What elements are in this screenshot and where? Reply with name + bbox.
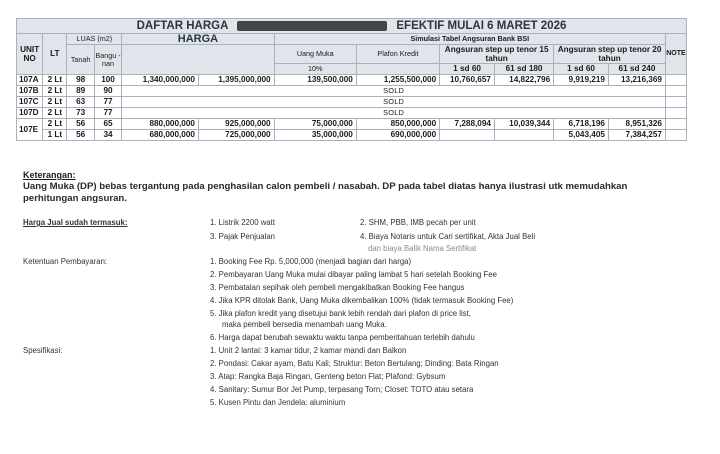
cell-a20-2: 8,951,326 [608, 119, 665, 130]
header-a20-2: 61 sd 240 [608, 64, 665, 75]
table-row [17, 75, 687, 86]
ketentuan-item-1: 1. Booking Fee Rp. 5,000,000 (menjadi bagian dari harga) [210, 257, 412, 266]
cell-plafon: 850,000,000 [356, 119, 439, 130]
ketentuan-item-5: 5. Jika plafon kredit yang disetujui bank lebih rendah dari plafon di price list, [210, 309, 471, 318]
header-plafon-blank [356, 64, 439, 75]
cell-note [665, 130, 686, 141]
cell-bangunan: 77 [94, 108, 121, 119]
cell-bangunan: 34 [94, 130, 121, 141]
cell-a20-2: 7,384,257 [608, 130, 665, 141]
harga-item-4-cont: dan biaya Balik Nama Sertifikat [368, 244, 477, 253]
table-row [17, 108, 687, 119]
cell-lt: 2 Lt [43, 86, 67, 97]
cell-unit: 107A [17, 75, 43, 86]
cell-kpr: 1,395,000,000 [198, 75, 274, 86]
ketentuan-item-3: 3. Pembatalan sepihak oleh pembeli mengakibatkan Booking Fee hangus [210, 283, 465, 292]
cell-unit: 107C [17, 97, 43, 108]
spesifikasi-item-1: 1. Unit 2 lantai: 3 kamar tidur, 2 kamar mandi dan Balkon [210, 346, 407, 355]
price-table [16, 18, 687, 141]
table-row [17, 119, 687, 130]
header-harga: HARGA [122, 34, 274, 45]
cell-note [665, 108, 686, 119]
cell-a15-2: 10,039,344 [494, 119, 553, 130]
harga-item-3: 3. Pajak Penjualan [210, 232, 276, 241]
cell-sold: SOLD [122, 86, 666, 97]
cell-uang-muka: 75,000,000 [274, 119, 356, 130]
ketentuan-item-6: 6. Harga dapat berubah sewaktu waktu tanpa pemberitahuan terlebih dahulu [210, 333, 475, 342]
header-a15-1: 1 sd 60 [440, 64, 495, 75]
ketentuan-item-2: 2. Pembayaran Uang Muka mulai dibayar paling lambat 5 hari setelah Booking Fee [210, 270, 497, 279]
header-bangunan: Bangu - nan [94, 45, 121, 75]
header-simulasi: Simulasi Tabel Angsuran Bank BSI [274, 34, 665, 45]
header-lt: LT [43, 34, 67, 75]
cell-tanah: 56 [67, 119, 94, 130]
cell-unit: 107E [17, 119, 43, 141]
cell-a15-2: 14,822,796 [494, 75, 553, 86]
title-right: EFEKTIF MULAI 6 MARET 2026 [396, 20, 567, 32]
cell-tanah: 89 [67, 86, 94, 97]
spesifikasi-label: Spesifikasi: [23, 346, 63, 355]
cell-kpr: 725,000,000 [198, 130, 274, 141]
cell-note [665, 119, 686, 130]
cell-sold: SOLD [122, 108, 666, 119]
cell-plafon: 1,255,500,000 [356, 75, 439, 86]
header-note: NOTE [665, 34, 686, 75]
cell-tanah: 73 [67, 108, 94, 119]
cell-sold: SOLD [122, 97, 666, 108]
cell-cash: 1,340,000,000 [122, 75, 199, 86]
cell-a15-1 [440, 130, 495, 141]
header-angsuran-20: Angsuran step up tenor 20 tahun [554, 45, 666, 64]
cell-unit: 107D [17, 108, 43, 119]
ketentuan-label: Ketentuan Pembayaran: [23, 257, 108, 266]
cell-a20-1: 6,718,196 [554, 119, 609, 130]
spesifikasi-item-2: 2. Pondasi: Cakar ayam, Batu Kali; Struktur: Beton Bertulang; Dinding: Bata Ringan [210, 359, 499, 368]
keterangan-title: Keterangan: [23, 170, 76, 180]
cell-tanah: 98 [67, 75, 94, 86]
cell-a20-1: 5,043,405 [554, 130, 609, 141]
spesifikasi-item-3: 3. Atap: Rangka Baja Ringan, Genteng beton Flat; Plafond: Gybsum [210, 372, 446, 381]
table-row [17, 97, 687, 108]
cell-a15-2 [494, 130, 553, 141]
cell-bangunan: 65 [94, 119, 121, 130]
harga-includes-label: Harga Jual sudah termasuk: [23, 218, 128, 227]
spesifikasi-item-5: 5. Kusen Pintu dan Jendela: aluminium [210, 398, 346, 407]
harga-item-1: 1. Listrik 2200 watt [210, 218, 276, 227]
header-uang-muka: Uang Muka [274, 45, 356, 64]
cell-a20-2: 13,216,369 [608, 75, 665, 86]
cell-lt: 2 Lt [43, 108, 67, 119]
header-row-1 [17, 34, 687, 45]
harga-item-4: 4. Biaya Notaris untuk Cari sertifikat, Akta Jual Beli [360, 232, 536, 241]
header-uang-muka-pct: 10% [274, 64, 356, 75]
cell-cash: 880,000,000 [122, 119, 199, 130]
table-row [17, 130, 687, 141]
cell-lt: 2 Lt [43, 97, 67, 108]
cell-tanah: 56 [67, 130, 94, 141]
spesifikasi-item-4: 4. Sanitary: Sumur Bor Jet Pump, terpasang Torn; Closet: TOTO atau setara [210, 385, 474, 394]
table-row [17, 86, 687, 97]
ketentuan-item-5-cont: maka pembeli bersedia menambah uang Muka. [222, 320, 387, 329]
cell-bangunan: 90 [94, 86, 121, 97]
cell-note [665, 86, 686, 97]
cell-uang-muka: 35,000,000 [274, 130, 356, 141]
header-unit: UNIT NO [17, 34, 43, 75]
cell-a15-1: 7,288,094 [440, 119, 495, 130]
ketentuan-item-4: 4. Jika KPR ditolak Bank, Uang Muka dikembalikan 100% (tidak termasuk Booking Fee) [210, 296, 514, 305]
header-angsuran-15: Angsuran step up tenor 15 tahun [440, 45, 554, 64]
cell-unit: 107B [17, 86, 43, 97]
table-title [17, 19, 687, 34]
cell-note [665, 75, 686, 86]
table-title-row [17, 19, 687, 34]
harga-item-2: 2. SHM, PBB, IMB pecah per unit [360, 218, 476, 227]
cell-note [665, 97, 686, 108]
cell-cash: 680,000,000 [122, 130, 199, 141]
cell-uang-muka: 139,500,000 [274, 75, 356, 86]
cell-lt: 1 Lt [43, 130, 67, 141]
cell-lt: 2 Lt [43, 119, 67, 130]
cell-plafon: 690,000,000 [356, 130, 439, 141]
header-plafon: Plafon Kredit [356, 45, 439, 64]
cell-a15-1: 10,760,657 [440, 75, 495, 86]
title-left: DAFTAR HARGA [136, 20, 228, 32]
header-harga-spacer [122, 45, 274, 75]
cell-lt: 2 Lt [43, 75, 67, 86]
cell-tanah: 63 [67, 97, 94, 108]
header-tanah: Tanah [67, 45, 94, 75]
redacted-name-block [237, 21, 387, 31]
cell-kpr: 925,000,000 [198, 119, 274, 130]
keterangan-text: Uang Muka (DP) bebas tergantung pada penghasilan calon pembeli / nasabah. DP pada tabel diatas hanya ilustrasi utk memudahkan perhitungan angsuran. [23, 181, 628, 204]
header-a15-2: 61 sd 180 [494, 64, 553, 75]
header-a20-1: 1 sd 60 [554, 64, 609, 75]
header-luas: LUAS (m2) [67, 34, 122, 45]
cell-bangunan: 100 [94, 75, 121, 86]
cell-a20-1: 9,919,219 [554, 75, 609, 86]
cell-bangunan: 77 [94, 97, 121, 108]
